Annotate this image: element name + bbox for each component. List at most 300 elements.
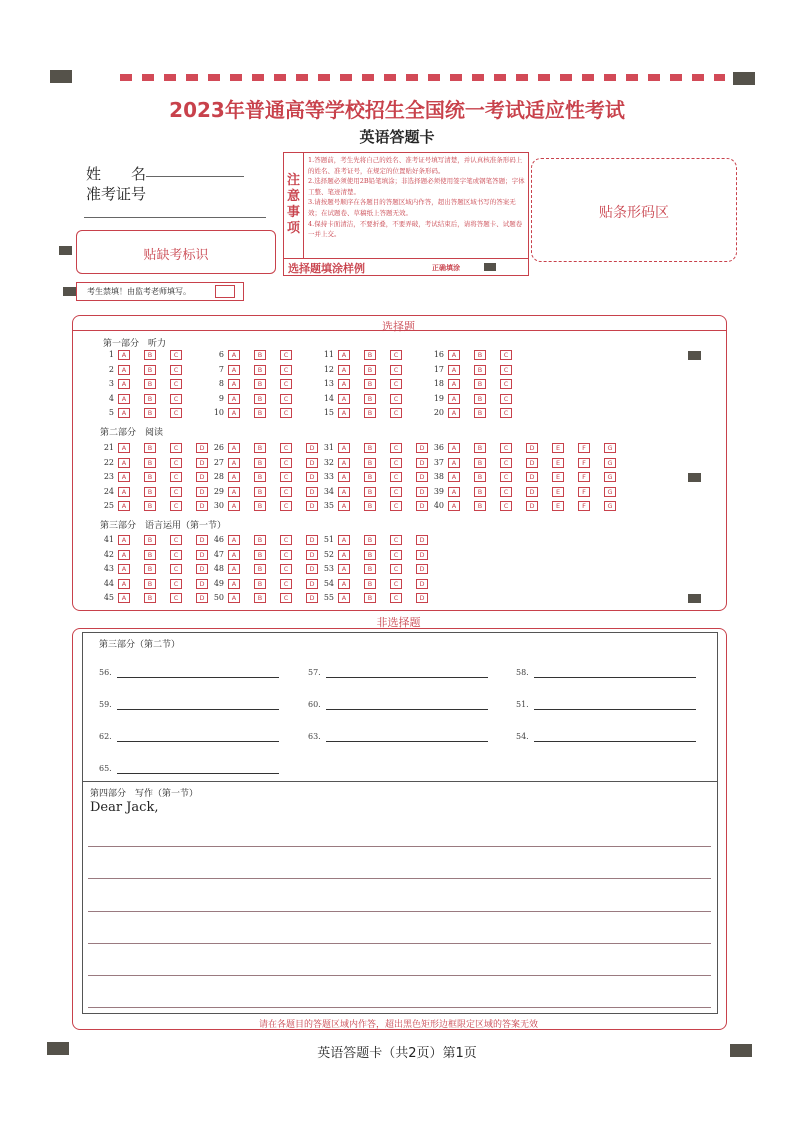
answer-bubble-e[interactable]: E [552, 487, 564, 497]
question-6 [202, 350, 292, 360]
alignment-marker-top-right [733, 72, 755, 85]
question-number: 54 [323, 578, 334, 588]
answer-bubble-d[interactable]: D [306, 535, 318, 545]
answer-bubble-d[interactable]: D [416, 472, 428, 482]
answer-bubble-b[interactable]: B [474, 408, 486, 418]
alignment-marker-top-left [50, 70, 72, 83]
answer-bubble-a[interactable]: A [228, 365, 240, 375]
answer-bubble-b[interactable]: B [474, 443, 486, 453]
answer-bubble-c[interactable]: C [390, 443, 402, 453]
answer-bubble-b[interactable]: B [144, 501, 156, 511]
answer-bubble-b[interactable]: B [144, 550, 156, 560]
answer-bubble-b[interactable]: B [144, 379, 156, 389]
answer-bubble-d[interactable]: D [196, 501, 208, 511]
answer-bubble-e[interactable]: E [552, 472, 564, 482]
answer-bubble-a[interactable]: A [448, 350, 460, 360]
question-number: 18 [433, 379, 444, 388]
answer-bubble-d[interactable]: D [526, 472, 538, 482]
answer-bubble-c[interactable]: C [390, 472, 402, 482]
answer-bubble-b[interactable]: B [364, 443, 376, 453]
answer-bubble-d[interactable]: D [196, 564, 208, 574]
name-field[interactable] [146, 176, 244, 177]
question-number: 39 [433, 486, 444, 496]
answer-bubble-d[interactable]: D [306, 458, 318, 468]
answer-bubble-a[interactable]: A [338, 487, 350, 497]
answer-bubble-a[interactable]: A [338, 593, 350, 603]
answer-bubble-a[interactable]: A [228, 472, 240, 482]
notice-item: 3.请按题号顺序在各题目的答题区域内作答，超出答题区域书写的答案无效；在试题卷、草稿纸上答题无效。 [308, 198, 516, 217]
answer-bubble-c[interactable]: C [170, 593, 182, 603]
question-16 [422, 350, 512, 360]
answer-bubble-b[interactable]: B [474, 458, 486, 468]
answer-bubble-b[interactable]: B [254, 487, 266, 497]
answer-bubble-d[interactable]: D [196, 443, 208, 453]
answer-bubble-a[interactable]: A [118, 564, 130, 574]
question-number: 10 [213, 408, 224, 417]
answer-bubble-c[interactable]: C [390, 579, 402, 589]
answer-bubble-b[interactable]: B [254, 472, 266, 482]
answer-bubble-c[interactable]: C [390, 564, 402, 574]
question-23 [92, 472, 208, 482]
answer-bubble-c[interactable]: C [280, 443, 292, 453]
answer-bubble-c[interactable]: C [170, 365, 182, 375]
answer-bubble-b[interactable]: B [474, 487, 486, 497]
blank-65[interactable] [99, 764, 112, 773]
answer-bubble-c[interactable]: C [500, 408, 512, 418]
answer-bubble-a[interactable]: A [118, 487, 130, 497]
question-number: 34 [323, 486, 334, 496]
answer-bubble-b[interactable]: B [254, 458, 266, 468]
answer-bubble-d[interactable]: D [306, 501, 318, 511]
proctor-fill-checkbox[interactable] [215, 285, 235, 298]
answer-bubble-d[interactable]: D [306, 443, 318, 453]
question-number: 16 [433, 350, 444, 359]
question-number: 28 [213, 472, 224, 481]
answer-bubble-c[interactable]: C [280, 458, 292, 468]
answer-bubble-a[interactable]: A [118, 593, 130, 603]
answer-bubble-c[interactable]: C [390, 458, 402, 468]
answer-bubble-b[interactable]: B [254, 535, 266, 545]
answer-bubble-c[interactable]: C [280, 394, 292, 404]
answer-bubble-a[interactable]: A [338, 564, 350, 574]
answer-bubble-d[interactable]: D [416, 550, 428, 560]
answer-bubble-b[interactable]: B [144, 443, 156, 453]
question-30 [202, 501, 318, 511]
answer-bubble-d[interactable]: D [416, 487, 428, 497]
name-label: 姓 名 [86, 165, 147, 183]
answer-bubble-d[interactable]: D [526, 501, 538, 511]
answer-bubble-a[interactable]: A [338, 394, 350, 404]
blank-57[interactable] [308, 668, 321, 677]
answer-bubble-c[interactable]: C [500, 443, 512, 453]
question-number: 26 [213, 443, 224, 452]
answer-bubble-c[interactable]: C [170, 579, 182, 589]
exam-id-field[interactable] [84, 217, 266, 218]
answer-bubble-c[interactable]: C [170, 487, 182, 497]
answer-bubble-c[interactable]: C [500, 501, 512, 511]
question-14 [312, 394, 402, 404]
answer-bubble-c[interactable]: C [390, 593, 402, 603]
answer-bubble-b[interactable]: B [144, 579, 156, 589]
question-9 [202, 394, 292, 404]
answer-bubble-d[interactable]: D [306, 593, 318, 603]
answer-bubble-c[interactable]: C [500, 350, 512, 360]
answer-bubble-f[interactable]: F [578, 501, 590, 511]
answer-bubble-d[interactable]: D [526, 487, 538, 497]
answer-bubble-a[interactable]: A [338, 458, 350, 468]
writing-line[interactable] [88, 878, 711, 879]
answer-bubble-b[interactable]: B [364, 535, 376, 545]
answer-bubble-d[interactable]: D [416, 564, 428, 574]
answer-bubble-d[interactable]: D [526, 458, 538, 468]
answer-bubble-a[interactable]: A [448, 487, 460, 497]
answer-bubble-a[interactable]: A [448, 408, 460, 418]
answer-bubble-a[interactable]: A [228, 350, 240, 360]
answer-bubble-c[interactable]: C [280, 472, 292, 482]
answer-bubble-a[interactable]: A [338, 379, 350, 389]
answer-bubble-d[interactable]: D [306, 472, 318, 482]
answer-bubble-c[interactable]: C [170, 550, 182, 560]
question-number: 12 [323, 364, 334, 374]
answer-bubble-d[interactable]: D [416, 443, 428, 453]
writing-line[interactable] [88, 943, 711, 944]
answer-bubble-d[interactable]: D [306, 550, 318, 560]
question-number: 7 [218, 364, 224, 374]
answer-bubble-c[interactable]: C [390, 487, 402, 497]
answer-bubble-b[interactable]: B [144, 593, 156, 603]
answer-bubble-c[interactable]: C [170, 564, 182, 574]
answer-bubble-b[interactable]: B [144, 365, 156, 375]
answer-bubble-b[interactable]: B [474, 379, 486, 389]
answer-bubble-c[interactable]: C [280, 487, 292, 497]
answer-bubble-c[interactable]: C [390, 379, 402, 389]
answer-bubble-b[interactable]: B [364, 408, 376, 418]
answer-bubble-b[interactable]: B [144, 350, 156, 360]
writing-line[interactable] [88, 911, 711, 912]
answer-bubble-d[interactable]: D [196, 535, 208, 545]
answer-bubble-a[interactable]: A [228, 535, 240, 545]
question-number: 53 [323, 564, 334, 573]
answer-bubble-b[interactable]: B [474, 501, 486, 511]
answer-bubble-b[interactable]: B [474, 350, 486, 360]
question-1 [92, 350, 182, 360]
answer-bubble-c[interactable]: C [500, 472, 512, 482]
answer-bubble-a[interactable]: A [118, 394, 130, 404]
answer-bubble-c[interactable]: C [280, 501, 292, 511]
answer-bubble-b[interactable]: B [364, 458, 376, 468]
answer-bubble-a[interactable]: A [118, 365, 130, 375]
answer-bubble-d[interactable]: D [196, 487, 208, 497]
answer-bubble-a[interactable]: A [338, 350, 350, 360]
blank-number: 65. [99, 764, 112, 773]
answer-bubble-c[interactable]: C [280, 550, 292, 560]
writing-line[interactable] [88, 1007, 711, 1008]
question-8 [202, 379, 292, 389]
answer-bubble-b[interactable]: B [474, 394, 486, 404]
answer-bubble-d[interactable]: D [196, 593, 208, 603]
part3b-heading: 第三部分（第二节） [99, 640, 181, 650]
answer-bubble-d[interactable]: D [196, 458, 208, 468]
answer-bubble-a[interactable]: A [118, 458, 130, 468]
answer-bubble-a[interactable]: A [338, 501, 350, 511]
question-2 [92, 365, 182, 375]
writing-line[interactable] [88, 846, 711, 847]
answer-bubble-a[interactable]: A [448, 472, 460, 482]
answer-bubble-a[interactable]: A [228, 550, 240, 560]
question-number: 14 [323, 393, 334, 403]
answer-bubble-a[interactable]: A [118, 408, 130, 418]
answer-bubble-c[interactable]: C [280, 579, 292, 589]
answer-bubble-f[interactable]: F [578, 443, 590, 453]
answer-bubble-a[interactable]: A [118, 550, 130, 560]
answer-bubble-g[interactable]: G [604, 443, 616, 453]
answer-bubble-a[interactable]: A [228, 487, 240, 497]
answer-bubble-b[interactable]: B [254, 408, 266, 418]
answer-bubble-a[interactable]: A [338, 443, 350, 453]
answer-bubble-b[interactable]: B [254, 443, 266, 453]
answer-bubble-c[interactable]: C [170, 443, 182, 453]
answer-bubble-g[interactable]: G [604, 458, 616, 468]
answer-bubble-d[interactable]: D [196, 472, 208, 482]
answer-bubble-a[interactable]: A [228, 564, 240, 574]
answer-bubble-b[interactable]: B [144, 408, 156, 418]
question-number: 19 [433, 393, 444, 403]
answer-bubble-c[interactable]: C [280, 564, 292, 574]
card-subtitle: 英语答题卡 [359, 128, 435, 146]
answer-bubble-b[interactable]: B [144, 487, 156, 497]
answer-bubble-b[interactable]: B [364, 564, 376, 574]
answer-bubble-a[interactable]: A [118, 443, 130, 453]
answer-bubble-c[interactable]: C [390, 550, 402, 560]
answer-bubble-a[interactable]: A [228, 501, 240, 511]
answer-bubble-a[interactable]: A [448, 501, 460, 511]
question-number: 55 [323, 593, 334, 602]
question-12 [312, 365, 402, 375]
answer-bubble-a[interactable]: A [118, 535, 130, 545]
blank-59[interactable] [99, 700, 112, 709]
question-number: 1 [108, 350, 114, 359]
question-53 [312, 564, 428, 574]
answer-bubble-c[interactable]: C [390, 408, 402, 418]
blank-62[interactable] [99, 732, 112, 741]
answer-bubble-b[interactable]: B [364, 394, 376, 404]
answer-bubble-f[interactable]: F [578, 472, 590, 482]
answer-bubble-a[interactable]: A [448, 443, 460, 453]
answer-bubble-b[interactable]: B [254, 593, 266, 603]
answer-bubble-b[interactable]: B [364, 501, 376, 511]
answer-bubble-d[interactable]: D [196, 550, 208, 560]
alignment-marker-right [688, 351, 701, 360]
alignment-marker-left-2 [63, 287, 76, 296]
answer-bubble-c[interactable]: C [280, 365, 292, 375]
answer-bubble-c[interactable]: C [390, 501, 402, 511]
answer-bubble-c[interactable]: C [500, 487, 512, 497]
answer-bubble-d[interactable]: D [416, 593, 428, 603]
answer-bubble-c[interactable]: C [390, 394, 402, 404]
answer-bubble-b[interactable]: B [364, 550, 376, 560]
answer-bubble-b[interactable]: B [474, 472, 486, 482]
answer-bubble-a[interactable]: A [338, 535, 350, 545]
answer-bubble-b[interactable]: B [254, 379, 266, 389]
answer-bubble-a[interactable]: A [448, 365, 460, 375]
answer-bubble-a[interactable]: A [338, 472, 350, 482]
answer-bubble-a[interactable]: A [118, 501, 130, 511]
answer-bubble-e[interactable]: E [552, 501, 564, 511]
answer-bubble-b[interactable]: B [144, 472, 156, 482]
answer-bubble-g[interactable]: G [604, 472, 616, 482]
answer-bubble-d[interactable]: D [306, 564, 318, 574]
answer-bubble-b[interactable]: B [254, 350, 266, 360]
answer-bubble-a[interactable]: A [338, 408, 350, 418]
question-number: 11 [323, 350, 334, 359]
answer-bubble-a[interactable]: A [228, 593, 240, 603]
question-7 [202, 365, 292, 375]
question-52 [312, 550, 428, 560]
answer-bubble-d[interactable]: D [416, 535, 428, 545]
barcode-area[interactable] [531, 158, 737, 262]
answer-bubble-c[interactable]: C [280, 379, 292, 389]
answer-bubble-c[interactable]: C [170, 394, 182, 404]
answer-bubble-d[interactable]: D [526, 443, 538, 453]
question-32 [312, 458, 428, 468]
missing-exam-sticker-area[interactable] [76, 230, 276, 274]
answer-bubble-d[interactable]: D [196, 579, 208, 589]
question-number: 46 [213, 535, 224, 544]
answer-bubble-a[interactable]: A [338, 550, 350, 560]
answer-bubble-a[interactable]: A [228, 579, 240, 589]
question-number: 24 [103, 486, 114, 496]
answer-bubble-b[interactable]: B [254, 501, 266, 511]
blank-63[interactable] [308, 732, 321, 741]
answer-bubble-b[interactable]: B [364, 379, 376, 389]
answer-bubble-b[interactable]: B [144, 458, 156, 468]
answer-bubble-b[interactable]: B [364, 593, 376, 603]
answer-bubble-c[interactable]: C [280, 535, 292, 545]
answer-bubble-b[interactable]: B [474, 365, 486, 375]
answer-bubble-c[interactable]: C [500, 394, 512, 404]
answer-bubble-f[interactable]: F [578, 487, 590, 497]
answer-bubble-c[interactable]: C [170, 379, 182, 389]
answer-bubble-a[interactable]: A [228, 408, 240, 418]
answer-bubble-a[interactable]: A [228, 394, 240, 404]
answer-bubble-c[interactable]: C [500, 379, 512, 389]
answer-bubble-a[interactable]: A [228, 443, 240, 453]
answer-bubble-d[interactable]: D [306, 579, 318, 589]
answer-bubble-a[interactable]: A [448, 458, 460, 468]
answer-bubble-b[interactable]: B [364, 365, 376, 375]
answer-bubble-d[interactable]: D [416, 501, 428, 511]
answer-bubble-d[interactable]: D [416, 458, 428, 468]
answer-bubble-a[interactable]: A [228, 379, 240, 389]
answer-bubble-a[interactable]: A [228, 458, 240, 468]
answer-bubble-c[interactable]: C [390, 535, 402, 545]
answer-bubble-c[interactable]: C [170, 501, 182, 511]
answer-bubble-c[interactable]: C [280, 408, 292, 418]
answer-bubble-c[interactable]: C [170, 458, 182, 468]
answer-bubble-a[interactable]: A [338, 365, 350, 375]
timing-track-top [120, 74, 725, 81]
blank-64[interactable] [516, 732, 529, 741]
question-number: 37 [433, 457, 444, 467]
question-55 [312, 593, 428, 603]
blank-56[interactable] [99, 668, 112, 677]
answer-bubble-b[interactable]: B [144, 564, 156, 574]
correct-fill-sample [484, 263, 496, 271]
answer-bubble-c[interactable]: C [390, 365, 402, 375]
question-number: 50 [213, 593, 224, 602]
answer-bubble-b[interactable]: B [254, 579, 266, 589]
blank-number: 58. [516, 668, 529, 677]
fill-sample-row [284, 258, 528, 276]
blank-58[interactable] [516, 668, 529, 677]
answer-bubble-g[interactable]: G [604, 487, 616, 497]
answer-bubble-b[interactable]: B [364, 579, 376, 589]
answer-bubble-f[interactable]: F [578, 458, 590, 468]
answer-bubble-c[interactable]: C [280, 593, 292, 603]
answer-bubble-b[interactable]: B [364, 472, 376, 482]
proctor-fill-note: 考生禁填！由监考老师填写。 [87, 287, 191, 296]
answer-bubble-b[interactable]: B [364, 487, 376, 497]
answer-bubble-d[interactable]: D [306, 487, 318, 497]
answer-bubble-c[interactable]: C [170, 535, 182, 545]
answer-bubble-b[interactable]: B [364, 350, 376, 360]
answer-bubble-a[interactable]: A [118, 350, 130, 360]
blank-number: 56. [99, 668, 112, 677]
answer-bubble-a[interactable]: A [448, 379, 460, 389]
answer-bubble-b[interactable]: B [254, 365, 266, 375]
part4-heading: 第四部分 写作（第一节） [90, 789, 199, 799]
answer-bubble-a[interactable]: A [118, 579, 130, 589]
writing-line[interactable] [88, 975, 711, 976]
question-29 [202, 487, 318, 497]
answer-bubble-c[interactable]: C [170, 350, 182, 360]
answer-bubble-g[interactable]: G [604, 501, 616, 511]
question-26 [202, 443, 318, 453]
answer-bubble-d[interactable]: D [416, 579, 428, 589]
answer-bubble-b[interactable]: B [144, 394, 156, 404]
answer-bubble-a[interactable]: A [118, 379, 130, 389]
answer-bubble-b[interactable]: B [144, 535, 156, 545]
answer-bubble-b[interactable]: B [254, 394, 266, 404]
answer-bubble-a[interactable]: A [118, 472, 130, 482]
question-40 [422, 501, 616, 511]
question-22 [92, 458, 208, 468]
answer-bubble-b[interactable]: B [254, 550, 266, 560]
answer-bubble-c[interactable]: C [280, 350, 292, 360]
blank-60[interactable] [308, 700, 321, 709]
answer-bubble-c[interactable]: C [170, 408, 182, 418]
correct-fill-label: 正确填涂 [432, 263, 460, 272]
answer-bubble-a[interactable]: A [448, 394, 460, 404]
answer-bubble-e[interactable]: E [552, 458, 564, 468]
answer-bubble-c[interactable]: C [500, 458, 512, 468]
question-20 [422, 408, 512, 418]
answer-bubble-e[interactable]: E [552, 443, 564, 453]
answer-bubble-c[interactable]: C [390, 350, 402, 360]
question-number: 17 [433, 364, 444, 374]
blank-61[interactable] [516, 700, 529, 709]
question-number: 44 [103, 578, 114, 588]
answer-bubble-c[interactable]: C [170, 472, 182, 482]
answer-bubble-b[interactable]: B [254, 564, 266, 574]
question-number: 51 [323, 535, 334, 544]
question-19 [422, 394, 512, 404]
answer-bubble-a[interactable]: A [338, 579, 350, 589]
blank-number: 63. [308, 732, 321, 741]
question-24 [92, 487, 208, 497]
answer-bubble-c[interactable]: C [500, 365, 512, 375]
question-38 [422, 472, 616, 482]
